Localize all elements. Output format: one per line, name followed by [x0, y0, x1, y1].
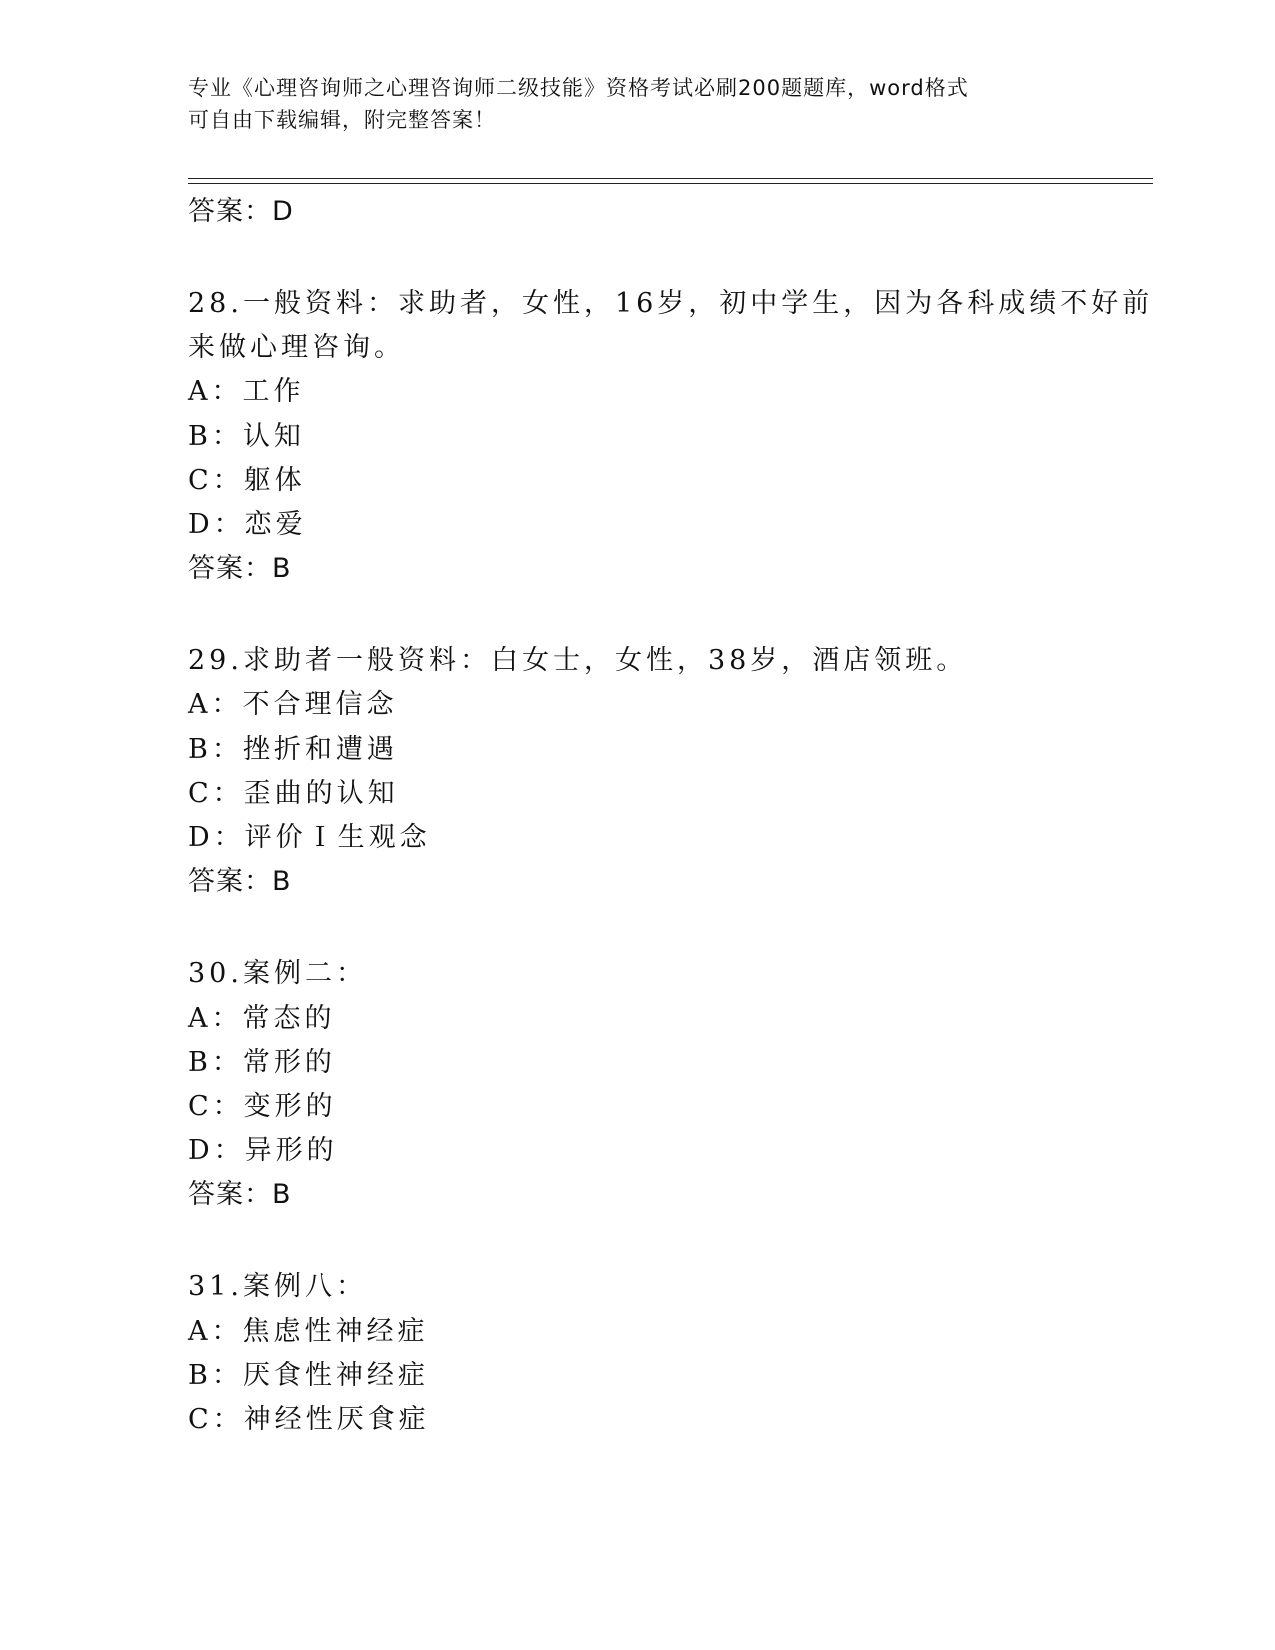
question-30-option-d: D：异形的 [188, 1135, 338, 1166]
question-30-option-b: B：常形的 [188, 1047, 336, 1078]
header-rule-bottom [188, 183, 1153, 184]
header-line-1: 专业《心理咨询师之心理咨询师二级技能》资格考试必刷200题题库，word格式 [188, 76, 969, 100]
question-28-option-b: B：认知 [188, 421, 305, 452]
question-29-stem: 29.求助者一般资料：白女士，女性，38岁，酒店领班。 [188, 645, 968, 676]
question-29-answer: 答案：B [188, 866, 292, 897]
question-30-stem: 30.案例二： [188, 958, 367, 989]
header-line-2: 可自由下载编辑，附完整答案！ [188, 108, 496, 132]
question-29-option-d: D：评价Ｉ生观念 [188, 822, 431, 853]
question-28-stem-line-1: 28.一般资料：求助者，女性，16岁，初中学生，因为各科成绩不好前 [188, 288, 1154, 319]
question-31-option-b: B：厌食性神经症 [188, 1360, 429, 1391]
question-29-option-b: B：挫折和遭遇 [188, 734, 398, 765]
answer-line: 答案：D [188, 196, 294, 227]
question-28-option-c: C：躯体 [188, 465, 306, 496]
header-rule-top [188, 178, 1153, 179]
question-28-option-d: D：恋爱 [188, 509, 307, 540]
question-29-option-a: A：不合理信念 [188, 689, 398, 720]
question-31-stem: 31.案例八： [188, 1271, 367, 1302]
document-header [188, 72, 1088, 136]
question-29-option-c: C：歪曲的认知 [188, 778, 399, 809]
question-28-stem-line-2: 来做心理咨询。 [188, 332, 405, 363]
question-30-option-a: A：常态的 [188, 1003, 336, 1034]
question-31-option-a: A：焦虑性神经症 [188, 1316, 429, 1347]
question-30-option-c: C：变形的 [188, 1091, 337, 1122]
question-28-option-a: A：工作 [188, 376, 305, 407]
question-28-answer: 答案：B [188, 553, 292, 584]
question-31-option-c: C：神经性厌食症 [188, 1404, 430, 1435]
question-30-answer: 答案：B [188, 1179, 292, 1210]
